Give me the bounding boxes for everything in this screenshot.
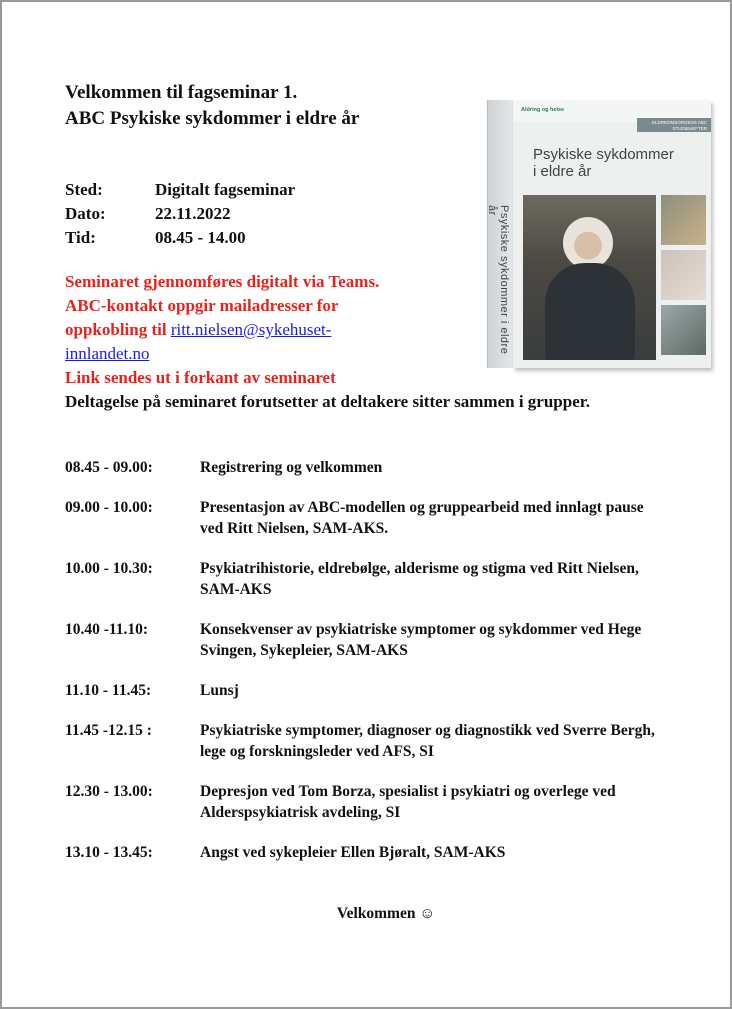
schedule-item [65,497,665,539]
email-link-continued[interactable]: innlandet.no [65,344,150,363]
schedule-time: 12.30 - 13.00: [65,783,153,800]
time-label: Tid: [65,228,96,247]
schedule-item [65,720,665,762]
schedule-item [65,619,665,661]
book-side-photo-2 [661,250,706,300]
book-spine [487,100,514,368]
title-line-2: ABC Psykiske sykdommer i eldre år [65,108,360,129]
book-series: ELDREOMSORGENS ABC STUDIEHEFTER [637,118,711,132]
schedule-description: Lunsj [200,682,239,699]
info-row-date [65,202,295,226]
info-row-place [65,178,295,202]
schedule-time: 13.10 - 13.45: [65,844,153,861]
place-value: Digitalt fagseminar [155,180,296,199]
schedule-item [65,457,665,478]
notice-link-info: Link sendes ut i forkant av seminaret [65,368,336,387]
book-title-line-1: Psykiske sykdommer [533,146,674,163]
book-side-photo-1 [661,195,706,245]
info-row-time [65,226,295,250]
book-side-photo-3 [661,305,706,355]
schedule-item [65,781,665,823]
schedule-item [65,680,665,701]
book-cover-image [487,100,711,370]
book-front [513,100,711,368]
time-value: 08.45 - 14.00 [155,228,246,247]
schedule-item [65,558,665,600]
schedule-time: 08.45 - 09.00: [65,459,153,476]
schedule-description: Konsekvenser av psykiatriske symptomer og sykdommer ved Hege Svingen, Sykepleier, SAM-AKS [200,621,642,659]
book-publisher: Aldring og helse [521,107,565,113]
schedule-time: 11.45 -12.15 : [65,722,152,739]
book-main-photo [523,195,656,360]
schedule-time: 10.40 -11.10: [65,621,149,638]
schedule-description: Psykiatrihistorie, eldrebølge, alderisme og stigma ved Ritt Nielsen, SAM-AKS [200,560,639,598]
book-title [533,146,674,180]
schedule-time: 09.00 - 10.00: [65,499,153,516]
schedule-description: Angst ved sykepleier Ellen Bjøralt, SAM-AKS [200,844,506,861]
participation-text: Deltagelse på seminaret forutsetter at deltakere sitter sammen i grupper. [65,392,590,411]
schedule-time: 10.00 - 10.30: [65,560,153,577]
book-title-line-2: i eldre år [533,163,592,180]
footer-welcome: Velkommen ☺ [336,905,436,922]
notice-teams: Seminaret gjennomføres digitalt via Teams. [65,272,380,291]
email-link[interactable]: ritt.nielsen@sykehuset- [170,320,332,339]
schedule-item [65,842,665,863]
date-value: 22.11.2022 [155,204,231,223]
schedule-description: Presentasjon av ABC-modellen og gruppearbeid med innlagt pause ved Ritt Nielsen, SAM-AKS. [200,499,644,537]
notice-email-prefix: oppkobling til [65,320,171,339]
page-title [65,80,359,132]
photo-person-body [545,263,635,360]
schedule-description: Registrering og velkommen [200,459,383,476]
place-label: Sted: [65,180,103,199]
schedule-description: Psykiatriske symptomer, diagnoser og diagnostikk ved Sverre Bergh, lege og forskningsleder ved AFS, SI [200,722,655,760]
event-info [65,178,295,250]
schedule-time: 11.10 - 11.45: [65,682,152,699]
schedule [65,457,665,882]
title-line-1: Velkommen til fagseminar 1. [65,82,298,103]
schedule-description: Depresjon ved Tom Borza, spesialist i psykiatri og overlege ved Alderspsykiatrisk avdeling, SI [200,783,616,821]
book-spine-text: Psykiske sykdommer i eldre år [486,205,510,355]
notice-contact: ABC-kontakt oppgir mailadresser for [65,296,339,315]
photo-person-head [563,217,613,269]
date-label: Dato: [65,204,106,223]
